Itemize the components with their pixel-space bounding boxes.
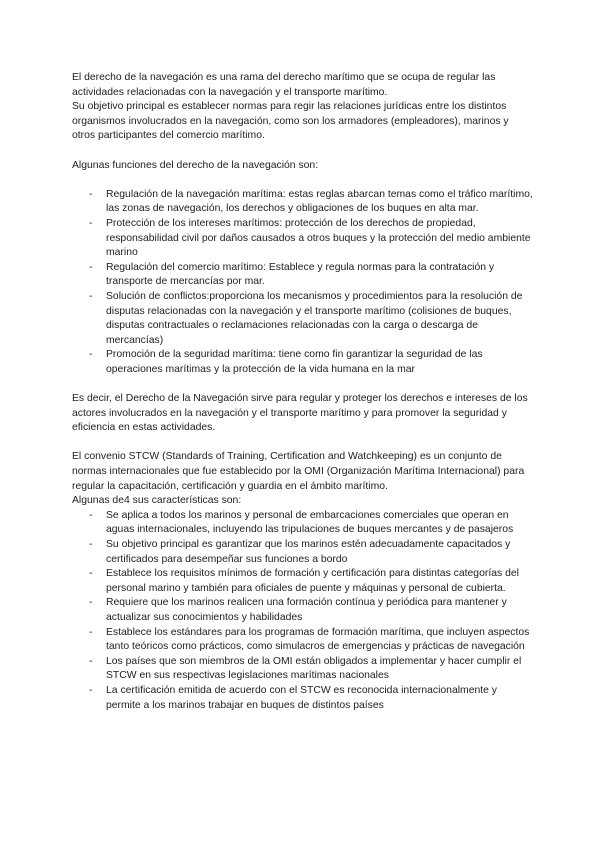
list-item: - Los países que son miembros de la OMI están obligados a implementar y hacer cumplir el STCW en sus respectivas legislaciones marítimas nacionales [72, 655, 534, 684]
list-item: - Regulación del comercio marítimo: Establece y regula normas para la contratación y transporte de mercancías por mar. [72, 261, 534, 290]
spacer [72, 377, 534, 392]
list-item: - Regulación de la navegación marítima: estas reglas abarcan temas como el tráfico marítimo, las zonas de navegación, los derechos y obligaciones de los buques en alta mar. [72, 188, 534, 217]
list-item: - Establece los estándares para los programas de formación marítima, que incluyen aspectos tanto teóricos como prácticos, como simulacros de emergencias y prácticas de navegación [72, 626, 534, 655]
list-item: - Promoción de la seguridad marítima: tiene como fin garantizar la seguridad de las operaciones marítimas y la protección de la vida humana en la mar [72, 348, 534, 377]
functions-list [72, 188, 534, 378]
spacer [72, 436, 534, 451]
document-page [72, 71, 534, 713]
spacer [72, 173, 534, 188]
spacer [72, 144, 534, 159]
list-item: - Protección de los intereses marítimos: protección de los derechos de propiedad, responsabilidad civil por daños causados a otros buques y la protección del medio ambiente marino [72, 217, 534, 261]
stcw-lead: Algunas de4 sus características son: [72, 495, 242, 507]
stcw-intro-paragraph: El convenio STCW (Standards of Training, Certification and Watchkeeping) es un conjunto de normas internacionales que fue establecido por la OMI (Organización Marítima Internacional) para regular la capacitación, certificación y guardia en el ámbito marítimo. [72, 451, 525, 492]
list-item: - La certificación emitida de acuerdo con el STCW es reconocida internacionalmente y permite a los marinos trabajar en buques de distintos países [72, 684, 534, 713]
intro-paragraph-2: Su objetivo principal es establecer normas para regir las relaciones jurídicas entre los distintos organismos involucrados en la navegación, como son los armadores (empleadores), marinos y otros participantes del comercio marítimo. [72, 101, 509, 142]
list-item: - Su objetivo principal es garantizar que los marinos estén adecuadamente capacitados y certificados para desempeñar sus funciones a bordo [72, 538, 534, 567]
summary-paragraph: Es decir, el Derecho de la Navegación sirve para regular y proteger los derechos e intereses de los actores involucrados en la navegación y el transporte marítimo y para promover la seguridad y eficiencia en estas actividades. [72, 393, 528, 434]
functions-heading: Algunas funciones del derecho de la navegación son: [72, 159, 319, 171]
stcw-characteristics-list [72, 509, 534, 713]
list-item: - Solución de conflictos:proporciona los mecanismos y procedimientos para la resolución de disputas relacionadas con la navegación y el transporte marítimo (colisiones de buques, disputas contractuales o reclamaciones relacionadas con la carga o descarga de mercancías) [72, 290, 534, 348]
list-item: - Establece los requisitos mínimos de formación y certificación para distintas categorías del personal marino y también para oficiales de puente y máquinas y personal de cubierta. [72, 567, 534, 596]
intro-paragraph-1: El derecho de la navegación es una rama del derecho marítimo que se ocupa de regular las actividades relacionadas con la navegación y el transporte marítimo. [72, 72, 496, 98]
list-item: - Requiere que los marinos realicen una formación contínua y periódica para mantener y actualizar sus conocimientos y habilidades [72, 596, 534, 625]
list-item: - Se aplica a todos los marinos y personal de embarcaciones comerciales que operan en aguas internacionales, incluyendo las tripulaciones de buques mercantes y de pasajeros [72, 509, 534, 538]
